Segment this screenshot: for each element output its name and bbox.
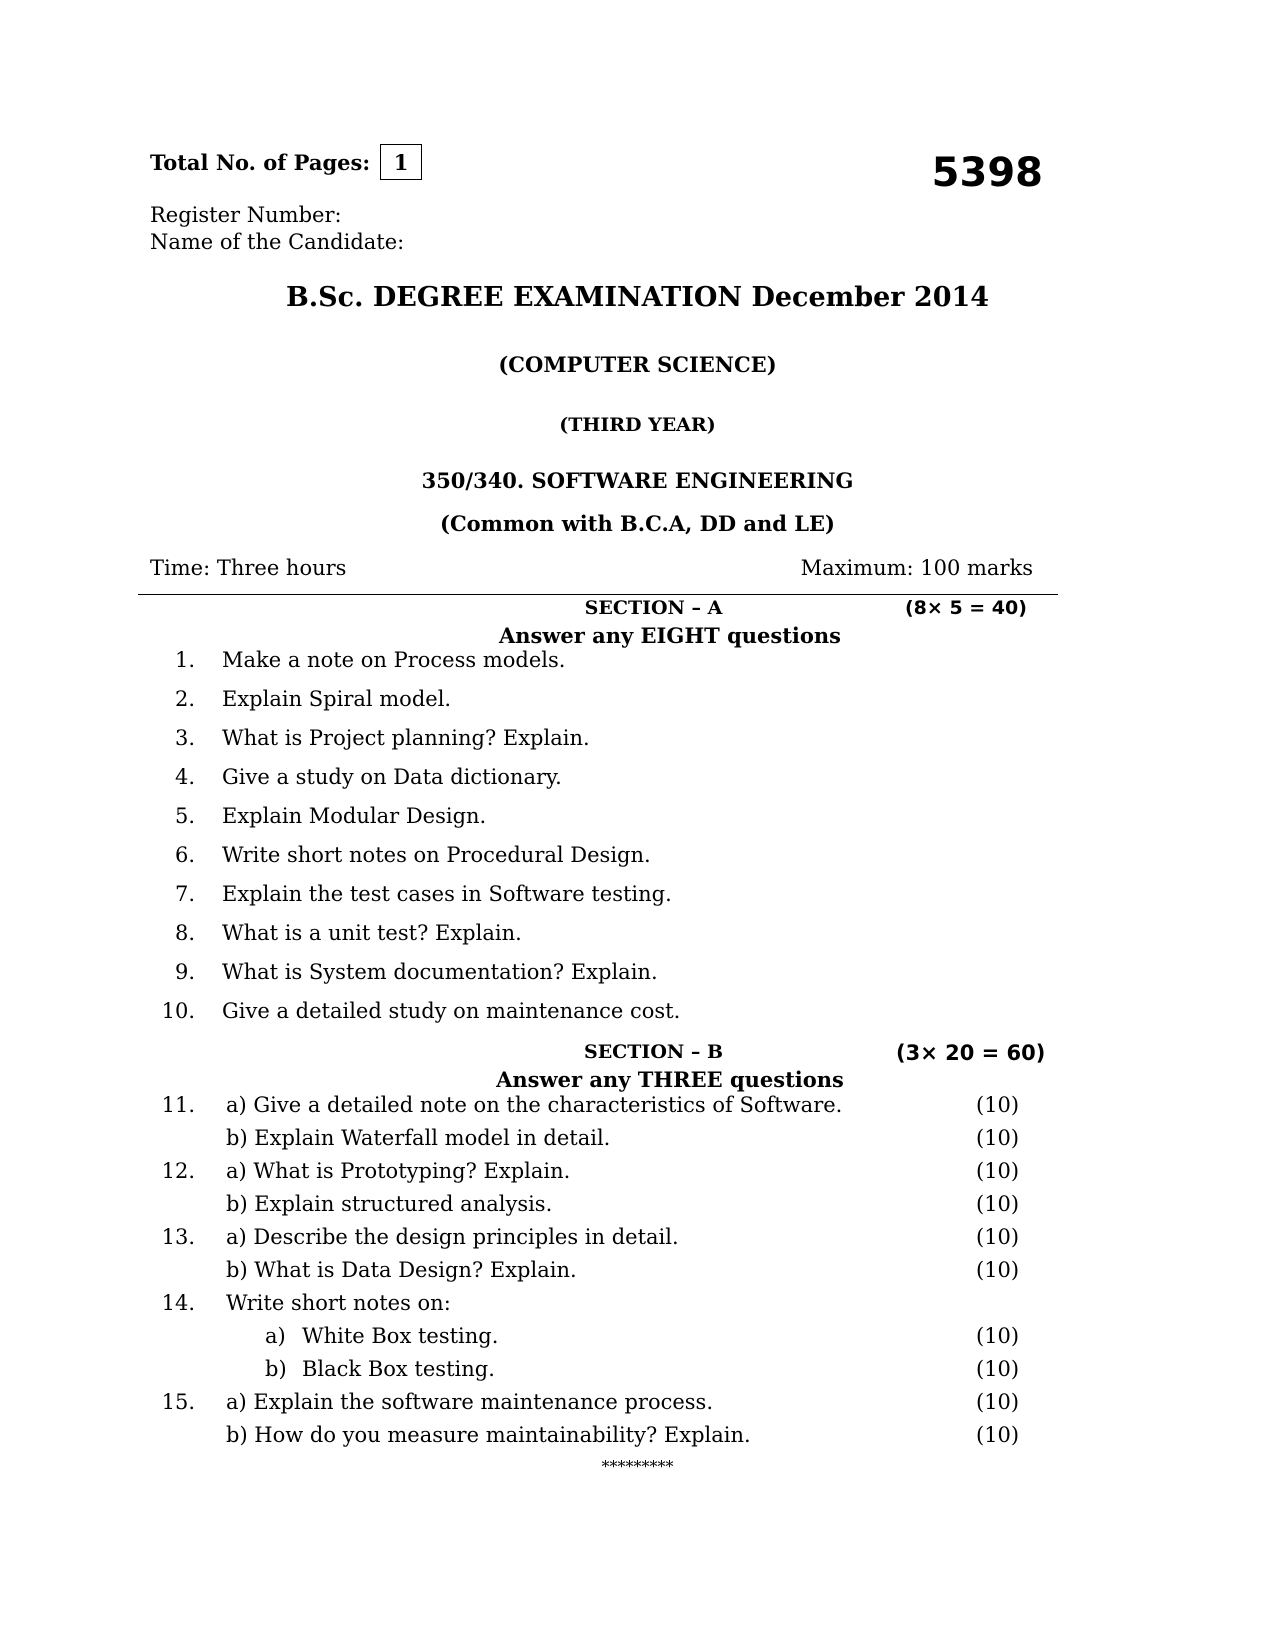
- maximum-marks: Maximum: 100 marks: [800, 556, 1033, 580]
- question-item: [0, 999, 1275, 1029]
- department: (COMPUTER SCIENCE): [498, 352, 777, 377]
- question-text: What is Project planning? Explain.: [222, 726, 590, 750]
- question-number: 4.: [174, 765, 195, 789]
- question-marks: (10): [976, 1357, 1020, 1381]
- sub-question-label: a): [265, 1324, 286, 1348]
- question-item: [0, 804, 1275, 834]
- question-marks: (10): [976, 1126, 1020, 1150]
- question-part-a: a) Explain the software maintenance process.: [226, 1390, 714, 1414]
- question-text: What is System documentation? Explain.: [222, 960, 658, 984]
- question-text: What is a unit test? Explain.: [222, 921, 522, 945]
- total-pages-box: 1: [380, 144, 422, 180]
- question-item: [0, 843, 1275, 873]
- question-text: Write short notes on Procedural Design.: [222, 843, 651, 867]
- question-text: Explain Modular Design.: [222, 804, 487, 828]
- question-item: [0, 648, 1275, 678]
- section-b-marks: (3× 20 = 60): [896, 1041, 1046, 1065]
- question-marks: (10): [976, 1324, 1020, 1348]
- question-item: [0, 1192, 1275, 1222]
- question-item: [0, 1258, 1275, 1288]
- question-text: Give a study on Data dictionary.: [222, 765, 562, 789]
- question-number: 7.: [174, 882, 195, 906]
- year: (THIRD YEAR): [559, 414, 716, 436]
- sub-question-text: White Box testing.: [302, 1324, 499, 1348]
- question-part-b: b) What is Data Design? Explain.: [226, 1258, 577, 1282]
- question-item: [0, 726, 1275, 756]
- common-note: (Common with B.C.A, DD and LE): [440, 511, 835, 536]
- question-text: Give a detailed study on maintenance cost.: [222, 999, 681, 1023]
- question-number: 15.: [161, 1390, 195, 1414]
- question-item: [0, 1357, 1275, 1387]
- sub-question-text: Black Box testing.: [302, 1357, 495, 1381]
- question-number: 12.: [161, 1159, 195, 1183]
- total-pages-label: Total No. of Pages:: [150, 150, 371, 175]
- question-number: 11.: [161, 1093, 195, 1117]
- question-number: 10.: [161, 999, 195, 1023]
- paper-code: 5398: [931, 150, 1043, 196]
- candidate-name-label: Name of the Candidate:: [150, 230, 405, 254]
- question-item: [0, 687, 1275, 717]
- question-marks: (10): [976, 1192, 1020, 1216]
- sub-question-label: b): [265, 1357, 287, 1381]
- question-marks: (10): [976, 1225, 1020, 1249]
- question-number: 13.: [161, 1225, 195, 1249]
- question-item: [0, 765, 1275, 795]
- question-number: 9.: [174, 960, 195, 984]
- end-of-paper-mark: *********: [601, 1457, 674, 1476]
- question-stem: Write short notes on:: [226, 1291, 451, 1315]
- section-a-title: SECTION – A: [584, 597, 723, 619]
- question-marks: (10): [976, 1093, 1020, 1117]
- question-marks: (10): [976, 1258, 1020, 1282]
- exam-title: B.Sc. DEGREE EXAMINATION December 2014: [285, 282, 990, 313]
- question-number: 6.: [174, 843, 195, 867]
- question-item: [0, 1390, 1275, 1420]
- question-marks: (10): [976, 1159, 1020, 1183]
- question-number: 3.: [174, 726, 195, 750]
- question-item: [0, 1093, 1275, 1123]
- question-part-a: a) What is Prototyping? Explain.: [226, 1159, 571, 1183]
- question-number: 14.: [161, 1291, 195, 1315]
- time-allowed: Time: Three hours: [150, 556, 347, 580]
- question-marks: (10): [976, 1423, 1020, 1447]
- question-part-b: b) Explain structured analysis.: [226, 1192, 553, 1216]
- section-a-marks: (8× 5 = 40): [905, 597, 1027, 619]
- paper-name: 350/340. SOFTWARE ENGINEERING: [421, 468, 854, 493]
- header-divider: [138, 594, 1058, 595]
- section-b-title: SECTION – B: [583, 1041, 724, 1063]
- question-item: [0, 1126, 1275, 1156]
- question-text: Explain the test cases in Software testing.: [222, 882, 672, 906]
- section-b-instruction: Answer any THREE questions: [496, 1067, 844, 1092]
- question-text: Explain Spiral model.: [222, 687, 452, 711]
- question-part-a: a) Give a detailed note on the characteristics of Software.: [226, 1093, 843, 1117]
- section-a-instruction: Answer any EIGHT questions: [498, 623, 842, 648]
- question-part-b: b) How do you measure maintainability? Explain.: [226, 1423, 751, 1447]
- question-item: [0, 882, 1275, 912]
- question-number: 5.: [174, 804, 195, 828]
- question-number: 8.: [174, 921, 195, 945]
- register-number-label: Register Number:: [150, 203, 342, 227]
- question-item: [0, 1159, 1275, 1189]
- question-item: [0, 921, 1275, 951]
- question-part-a: a) Describe the design principles in detail.: [226, 1225, 679, 1249]
- question-item: [0, 1291, 1275, 1321]
- question-item: [0, 1225, 1275, 1255]
- question-marks: (10): [976, 1390, 1020, 1414]
- question-number: 2.: [174, 687, 195, 711]
- question-item: [0, 1324, 1275, 1354]
- question-item: [0, 1423, 1275, 1453]
- question-item: [0, 960, 1275, 990]
- question-number: 1.: [174, 648, 195, 672]
- question-text: Make a note on Process models.: [222, 648, 566, 672]
- question-part-b: b) Explain Waterfall model in detail.: [226, 1126, 611, 1150]
